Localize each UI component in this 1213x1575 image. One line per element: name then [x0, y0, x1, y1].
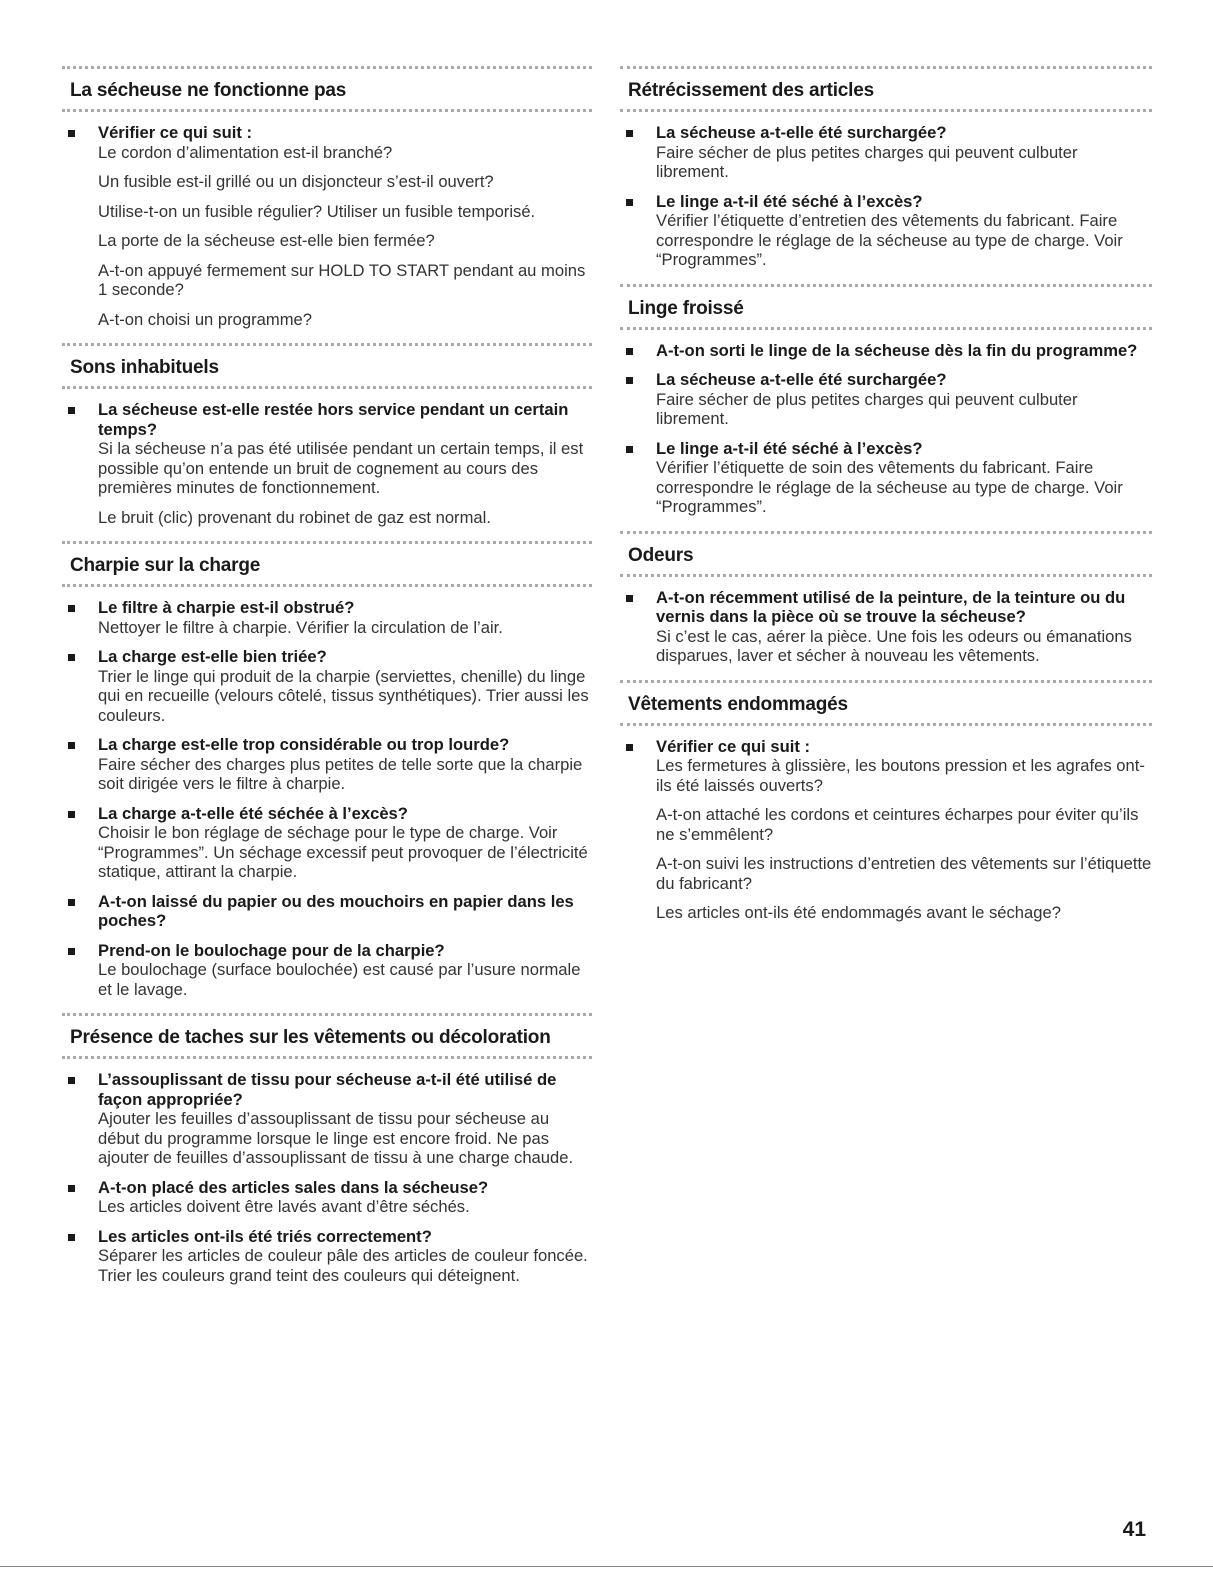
bottom-rule: [0, 1566, 1213, 1567]
square-bullet-icon: [626, 130, 633, 137]
answer-text: Nettoyer le filtre à charpie. Vérifier la circulation de l’air.: [98, 617, 503, 637]
question-item: [620, 439, 1152, 517]
section-presence-de-taches-sur-les-vetements-ou-: [62, 1013, 592, 1285]
answer-text: Ajouter les feuilles d’assouplissant de tissu pour sécheuse au début du programme lorsque le linge est encore froid. Ne pas ajouter de feuilles d’assouplissant de tissu à une charge chaude.: [98, 1109, 574, 1167]
square-bullet-icon: [626, 377, 633, 384]
square-bullet-icon: [68, 948, 75, 955]
section-linge-froisse: [620, 284, 1152, 517]
section-divider: [620, 327, 1152, 330]
answer-text: Vérifier l’étiquette d’entretien des vêtements du fabricant. Faire correspondre le réglage de la sécheuse au type de charge. Voir “Programmes”.: [656, 211, 1123, 269]
answer-text: A-t-on choisi un programme?: [98, 309, 312, 329]
answer-text: Faire sécher des charges plus petites de telle sorte que la charpie soit dirigée vers le filtre à charpie.: [98, 754, 583, 793]
question-text: La charge est-elle bien triée?: [98, 647, 327, 666]
square-bullet-icon: [68, 605, 75, 612]
question-item: [62, 647, 592, 725]
section-title: Charpie sur la charge: [70, 555, 261, 576]
question-text: La charge est-elle trop considérable ou trop lourde?: [98, 735, 510, 754]
answer-text: A-t-on suivi les instructions d’entretien des vêtements sur l’étiquette du fabricant?: [656, 854, 1152, 893]
square-bullet-icon: [626, 446, 633, 453]
page-number: 41: [1122, 1518, 1146, 1541]
section-title: Rétrécissement des articles: [628, 80, 874, 101]
answer-text: Séparer les articles de couleur pâle des articles de couleur foncée. Trier les couleurs grand teint des couleurs qui déteignent.: [98, 1246, 588, 1285]
square-bullet-icon: [68, 1234, 75, 1241]
square-bullet-icon: [68, 742, 75, 749]
question-list: [62, 400, 592, 527]
section-retrecissement-des-articles: [620, 66, 1152, 270]
answer-text: Un fusible est-il grillé ou un disjoncteur s’est-il ouvert?: [98, 172, 494, 191]
question-text: La sécheuse a-t-elle été surchargée?: [656, 370, 947, 389]
question-text: La sécheuse est-elle restée hors service pendant un certain temps?: [98, 400, 569, 439]
question-item: [62, 1227, 592, 1286]
section-divider: [62, 343, 592, 346]
question-item: [620, 341, 1152, 361]
question-text: Les articles ont-ils été triés correctement?: [98, 1226, 432, 1246]
question-text: Le linge a-t-il été séché à l’excès?: [656, 438, 923, 458]
answer-text: Les articles ont-ils été endommagés avant le séchage?: [656, 903, 1061, 922]
square-bullet-icon: [68, 654, 75, 661]
section-divider: [620, 109, 1152, 112]
question-item: [620, 123, 1152, 182]
section-charpie-sur-la-charge: [62, 541, 592, 999]
question-text: Vérifier ce qui suit :: [656, 736, 810, 756]
section-divider: [620, 574, 1152, 577]
square-bullet-icon: [626, 199, 633, 206]
section-title: Vêtements endommagés: [628, 693, 848, 715]
right-column: [620, 66, 1152, 937]
square-bullet-icon: [626, 348, 633, 355]
section-divider: [62, 66, 592, 69]
section-divider: [620, 531, 1152, 534]
section-vetements-endommages: [620, 680, 1152, 923]
section-divider: [620, 680, 1152, 683]
question-list: [62, 1070, 592, 1285]
answer-text: Le cordon d’alimentation est-il branché?: [98, 142, 393, 162]
question-text: A-t-on placé des articles sales dans la sécheuse?: [98, 1177, 489, 1197]
question-item: [620, 737, 1152, 923]
section-title: Linge froissé: [628, 297, 744, 319]
section-divider: [62, 1013, 592, 1016]
question-item: [62, 735, 592, 794]
answer-text: Le boulochage (surface boulochée) est causé par l’usure normale et le lavage.: [98, 960, 581, 999]
section-title: Sons inhabituels: [70, 357, 219, 378]
answer-text: Faire sécher de plus petites charges qui peuvent culbuter librement.: [656, 142, 1078, 181]
answer-text: Si c’est le cas, aérer la pièce. Une fois les odeurs ou émanations disparues, laver et sécher à nouveau les vêtements.: [656, 626, 1132, 665]
section-odeurs: [620, 531, 1152, 666]
question-text: Le filtre à charpie est-il obstrué?: [98, 598, 355, 617]
square-bullet-icon: [626, 744, 633, 751]
square-bullet-icon: [68, 407, 75, 414]
square-bullet-icon: [68, 1185, 75, 1192]
answer-text: Le bruit (clic) provenant du robinet de gaz est normal.: [98, 507, 491, 527]
answer-text: Si la sécheuse n’a pas été utilisée pendant un certain temps, il est possible qu’on entende un bruit de cognement au cours des premières minutes de fonctionnement.: [98, 439, 584, 497]
question-list: [620, 737, 1152, 923]
question-item: [62, 400, 592, 527]
question-list: [62, 598, 592, 999]
answer-text: La porte de la sécheuse est-elle bien fermée?: [98, 231, 435, 250]
question-list: [620, 123, 1152, 270]
question-item: [62, 941, 592, 1000]
question-list: [620, 588, 1152, 666]
answer-text: Faire sécher de plus petites charges qui peuvent culbuter librement.: [656, 389, 1078, 428]
question-item: [62, 598, 592, 637]
square-bullet-icon: [68, 1077, 75, 1084]
question-item: [62, 1178, 592, 1217]
answer-text: Trier le linge qui produit de la charpie (serviettes, chenille) du linge qui en recueille (velours côtelé, tissus synthétiques). Trier aussi les couleurs.: [98, 666, 589, 725]
question-text: La sécheuse a-t-elle été surchargée?: [656, 123, 947, 142]
question-item: [620, 192, 1152, 270]
question-text: A-t-on récemment utilisé de la peinture, de la teinture ou du vernis dans la pièce où se trouve la sécheuse?: [656, 587, 1126, 626]
question-item: [620, 588, 1152, 666]
section-title: Odeurs: [628, 544, 694, 566]
square-bullet-icon: [68, 899, 75, 906]
section-divider: [62, 109, 592, 112]
answer-text: A-t-on appuyé fermement sur HOLD TO START pendant au moins 1 seconde?: [98, 260, 586, 299]
question-item: [62, 804, 592, 882]
answer-text: Choisir le bon réglage de séchage pour le type de charge. Voir “Programmes”. Un séchage excessif peut provoquer de l’électricité statique, attirant la charpie.: [98, 823, 588, 881]
left-column: [62, 66, 592, 1299]
question-item: [620, 370, 1152, 429]
section-divider: [62, 386, 592, 389]
question-text: A-t-on sorti le linge de la sécheuse dès la fin du programme?: [656, 340, 1138, 360]
section-divider: [62, 584, 592, 587]
question-item: [62, 123, 592, 329]
question-text: La charge a-t-elle été séchée à l’excès?: [98, 803, 408, 823]
section-la-secheuse-ne-fonctionne-pas: [62, 66, 592, 329]
question-text: L’assouplissant de tissu pour sécheuse a-t-il été utilisé de façon appropriée?: [98, 1070, 557, 1109]
square-bullet-icon: [68, 130, 75, 137]
question-item: [62, 892, 592, 931]
section-divider: [62, 1056, 592, 1059]
answer-text: A-t-on attaché les cordons et ceintures écharpes pour éviter qu’ils ne s’emmêlent?: [656, 805, 1139, 844]
answer-text: Les articles doivent être lavés avant d’être séchés.: [98, 1197, 470, 1216]
square-bullet-icon: [68, 811, 75, 818]
section-divider: [62, 541, 592, 544]
question-text: Vérifier ce qui suit :: [98, 123, 252, 142]
section-divider: [620, 723, 1152, 726]
question-item: [62, 1070, 592, 1168]
answer-text: Vérifier l’étiquette de soin des vêtements du fabricant. Faire correspondre le réglage de la sécheuse au type de charge. Voir “Programmes”.: [656, 458, 1123, 516]
section-sons-inhabituels: [62, 343, 592, 527]
answer-text: Les fermetures à glissière, les boutons pression et les agrafes ont-ils été laissés ouverts?: [656, 756, 1145, 795]
question-list: [620, 341, 1152, 517]
question-text: A-t-on laissé du papier ou des mouchoirs en papier dans les poches?: [98, 891, 574, 930]
question-text: Prend-on le boulochage pour de la charpie?: [98, 940, 445, 960]
question-list: [62, 123, 592, 329]
section-title: Présence de taches sur les vêtements ou décoloration: [70, 1027, 551, 1048]
answer-text: Utilise-t-on un fusible régulier? Utiliser un fusible temporisé.: [98, 201, 536, 221]
section-divider: [620, 66, 1152, 69]
square-bullet-icon: [626, 595, 633, 602]
section-divider: [620, 284, 1152, 287]
question-text: Le linge a-t-il été séché à l’excès?: [656, 191, 923, 211]
section-title: La sécheuse ne fonctionne pas: [70, 80, 347, 101]
